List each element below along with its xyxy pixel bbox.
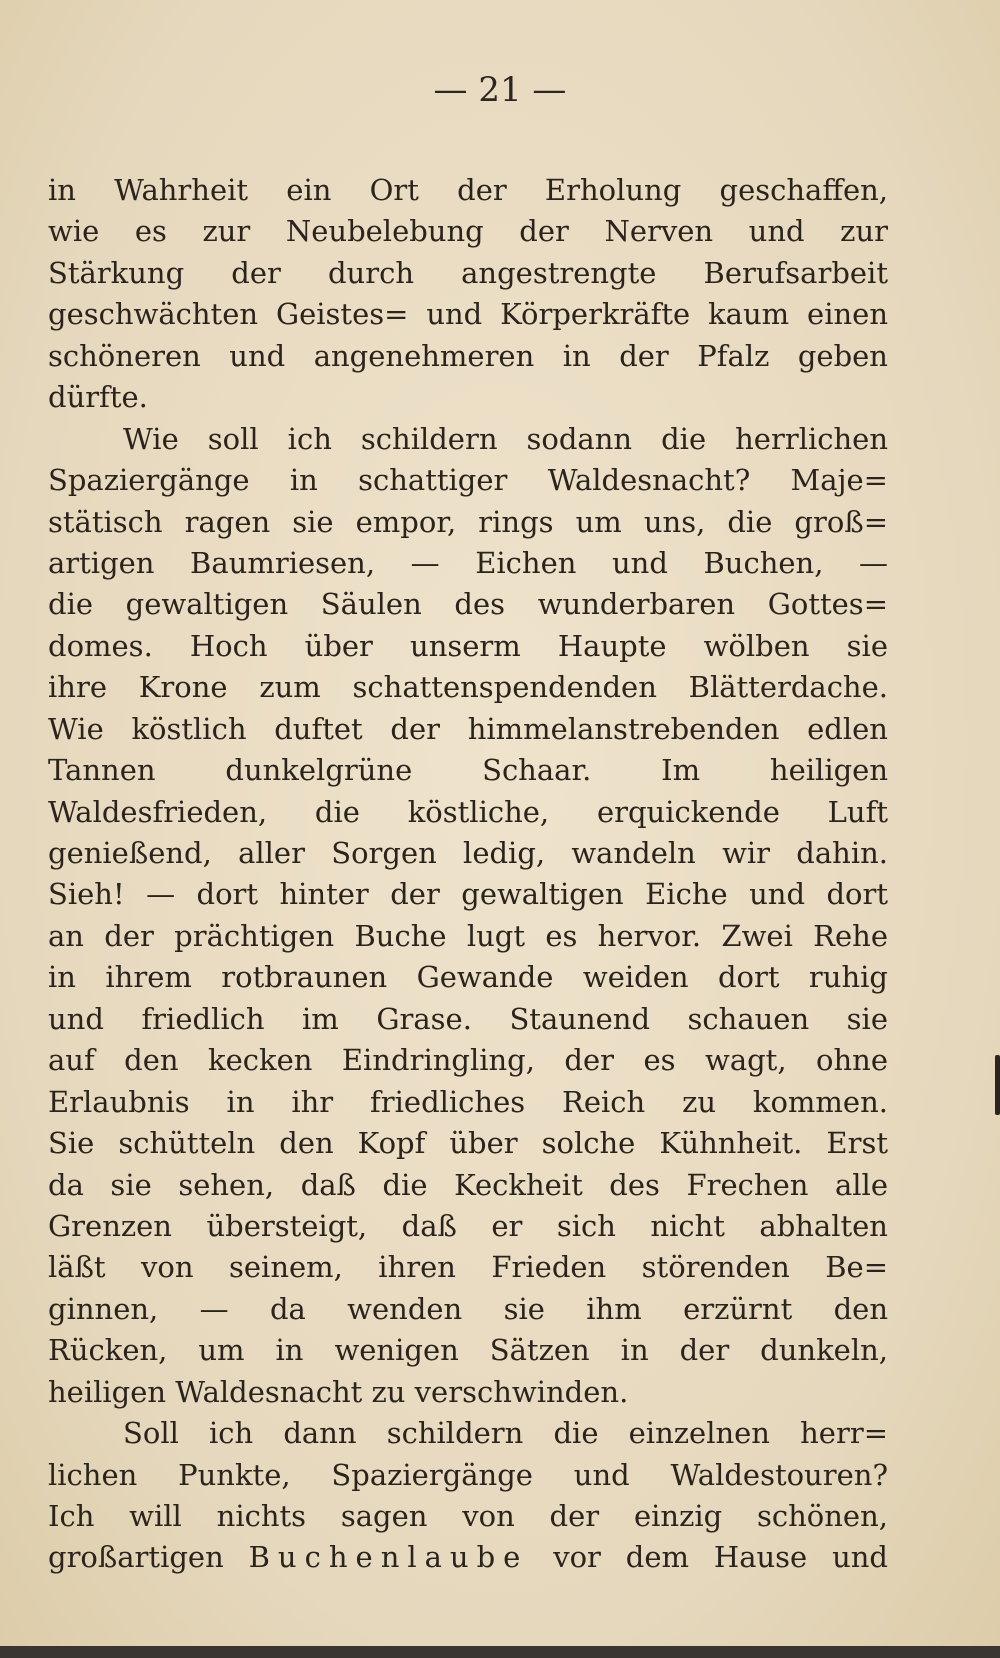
text-line: schöneren und angenehmeren in der Pfalz geben — [48, 338, 888, 373]
emphasized-word: Buchenlaube — [248, 1540, 529, 1575]
text-line: in Wahrheit ein Ort der Erholung geschaffen, — [48, 173, 888, 207]
text-line: domes. Hoch über unserm Haupte wölben sie — [48, 628, 888, 663]
text-line: stätisch ragen sie empor, rings um uns, die groß= — [48, 504, 888, 539]
text-line: Sieh! — dort hinter der gewaltigen Eiche und dort — [48, 877, 888, 912]
text-line: artigen Baumriesen, — Eichen und Buchen, — — [48, 545, 888, 580]
text-line: Wie köstlich duftet der himmelanstrebenden edlen — [48, 711, 888, 746]
text-line: Stärkung der durch angestrengte Berufsarbeit — [48, 255, 888, 290]
text-line: Ich will nichts sagen von der einzig schönen, — [48, 1499, 888, 1533]
text-line: Spaziergänge in schattiger Waldesnacht? Maje= — [48, 463, 888, 498]
text-fragment: vor dem Hause und — [553, 1540, 888, 1575]
page-edge-mark — [995, 1055, 1000, 1115]
text-line: wie es zur Neubelebung der Nerven und zur — [48, 214, 888, 249]
text-line: Erlaubnis in ihr friedliches Reich zu kommen. — [48, 1084, 888, 1119]
page-number: — 21 — — [433, 70, 567, 110]
text-line: ginnen, — da wenden sie ihm erzürnt den — [48, 1291, 888, 1326]
text-line: und friedlich im Grase. Staunend schauen sie — [48, 1001, 888, 1036]
text-line: Wie soll ich schildern sodann die herrlichen — [123, 421, 888, 456]
text-line: Tannen dunkelgrüne Schaar. Im heiligen — [48, 753, 888, 788]
text-line: die gewaltigen Säulen des wunderbaren Gottes= — [48, 587, 888, 622]
text-line: geschwächten Geistes= und Körperkräfte kaum einen — [48, 297, 888, 332]
text-line: lichen Punkte, Spaziergänge und Waldestouren? — [48, 1457, 888, 1492]
text-line: Rücken, um in wenigen Sätzen in der dunkeln, — [48, 1333, 888, 1368]
text-line: an der prächtigen Buche lugt es hervor. Zwei Rehe — [48, 918, 888, 953]
text-line: heiligen Waldesnacht zu verschwinden. — [48, 1374, 629, 1409]
text-line: da sie sehen, daß die Keckheit des Frechen alle — [48, 1167, 888, 1202]
text-line-last — [48, 1537, 888, 1578]
text-line: läßt von seinem, ihren Frieden störenden Be= — [48, 1250, 888, 1285]
text-line: dürfte. — [48, 380, 148, 415]
text-line: genießend, aller Sorgen ledig, wandeln wir dahin. — [48, 836, 888, 870]
text-line: Soll ich dann schildern die einzelnen herr= — [123, 1416, 888, 1451]
body-text — [48, 170, 888, 1579]
text-line: Waldesfrieden, die köstliche, erquickende Luft — [48, 794, 888, 829]
text-line: ihre Krone zum schattenspendenden Blätterdache. — [48, 670, 888, 705]
page-bottom-edge — [0, 1646, 1000, 1658]
text-line: in ihrem rotbraunen Gewande weiden dort ruhig — [48, 960, 888, 995]
text-fragment: großartigen — [48, 1540, 224, 1575]
text-line: auf den kecken Eindringling, der es wagt, ohne — [48, 1043, 888, 1078]
text-line: Grenzen übersteigt, daß er sich nicht abhalten — [48, 1208, 888, 1243]
text-line: Sie schütteln den Kopf über solche Kühnheit. Erst — [48, 1126, 888, 1161]
